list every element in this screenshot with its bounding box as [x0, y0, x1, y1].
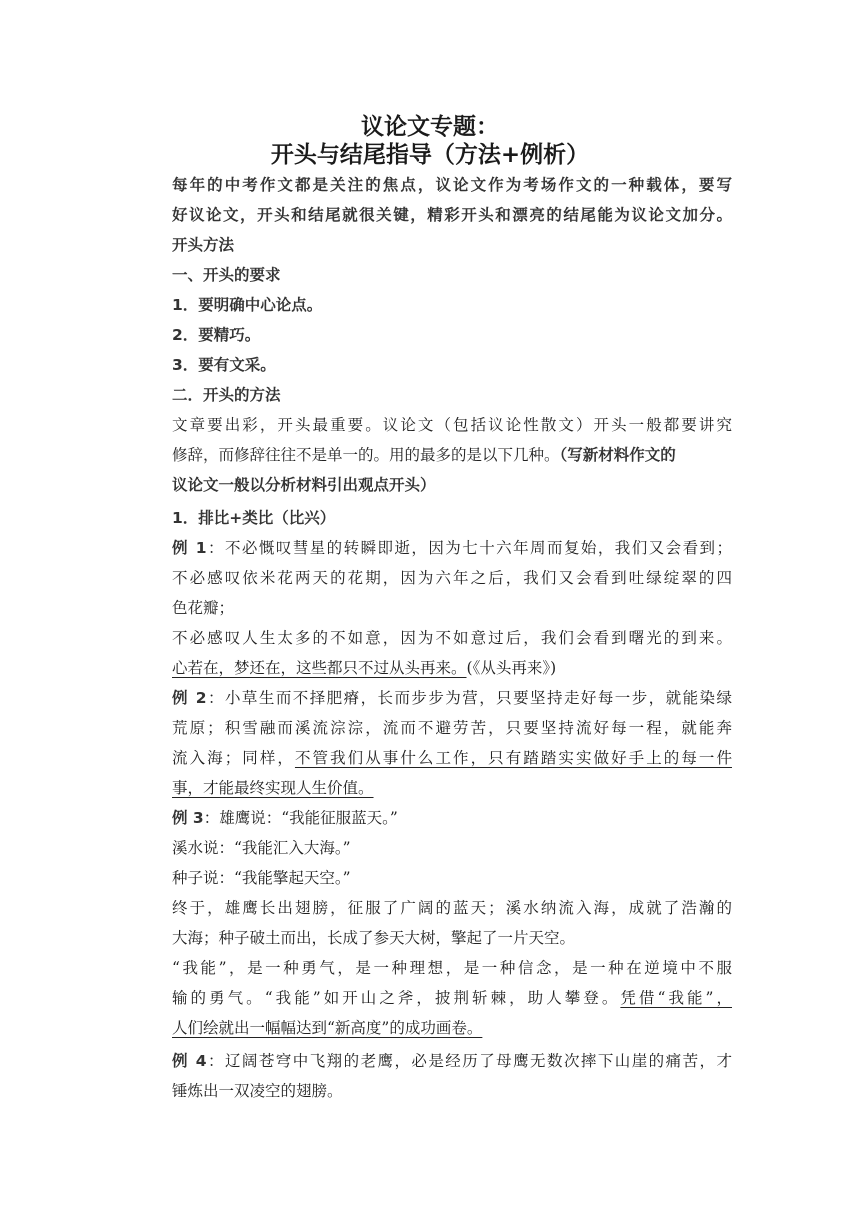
title-line-2: 开头与结尾指导（方法+例析） — [270, 142, 590, 168]
example-2-line-3 — [172, 748, 732, 768]
example-3-line-3: 种子说：“我能擎起天空。” — [172, 869, 351, 887]
example-1-line-4: 不必感叹人生太多的不如意，因为不如意过后，我们会看到曙光的到来。 — [172, 629, 732, 647]
section-heading-requirements: 一、开头的要求 — [172, 266, 281, 284]
example-2-label: 例 2 — [172, 689, 207, 707]
example-1-line-2: 不必感叹依米花两天的花期，因为六年之后，我们又会看到吐绿绽翠的四 — [172, 569, 732, 587]
paragraph-1-note: （写新材料作文的 — [559, 446, 676, 464]
requirement-2: 2．要精巧。 — [172, 326, 261, 344]
example-2-text-1: ：小草生而不择肥瘠，长而步步为营，只要坚持走好每一步，就能染绿 — [206, 689, 732, 707]
example-4-text-1: ：辽阔苍穹中飞翔的老鹰，必是经历了母鹰无数次摔下山崖的痛苦，才 — [206, 1052, 732, 1070]
example-3-line-7 — [172, 988, 732, 1008]
example-2-line-1 — [172, 688, 732, 708]
example-4-line-1 — [172, 1051, 732, 1071]
example-3-line-5: 大海；种子破土而出，长成了参天大树，擎起了一片天空。 — [172, 929, 576, 947]
example-2-underlined-2: 事，才能最终实现人生价值。 — [172, 779, 374, 797]
example-4-line-2: 锤炼出一双凌空的翅膀。 — [172, 1082, 343, 1100]
example-3-label: 例 3 — [172, 809, 204, 827]
paragraph-1-line-2 — [172, 445, 732, 465]
example-1-underlined: 心若在，梦还在，这些都只不过从头再来。 — [172, 659, 467, 677]
example-3-line-4: 终于，雄鹰长出翅膀，征服了广阔的蓝天；溪水纳流入海，成就了浩瀚的 — [172, 899, 732, 917]
example-3-text-1: ：雄鹰说：“我能征服蓝天。” — [203, 809, 398, 827]
example-3-line-2: 溪水说：“我能汇入大海。” — [172, 839, 351, 857]
example-3-underlined-2: 人们绘就出一幅幅达到“新高度”的成功画卷。 — [172, 1019, 483, 1037]
example-2-line-2: 荒原；积雪融而溪流淙淙，流而不避劳苦，只要坚持流好每一程，就能奔 — [172, 719, 732, 737]
example-3-underlined-1: 凭借“我能”， — [620, 989, 732, 1007]
example-1-line-3: 色花瓣； — [172, 599, 235, 617]
example-1-text-1: ：不必慨叹彗星的转瞬即逝，因为七十六年周而复始，我们又会看到； — [206, 539, 732, 557]
example-1-label: 例 1 — [172, 539, 207, 557]
example-1-line-1 — [172, 538, 732, 558]
example-2-line-4 — [172, 778, 732, 798]
example-3-line-8 — [172, 1018, 732, 1038]
paragraph-1-line-3: 议论文一般以分析材料引出观点开头） — [172, 476, 436, 494]
example-3-line-1 — [172, 808, 732, 828]
intro-line-1: 每年的中考作文都是关注的焦点，议论文作为考场作文的一种载体，要写 — [172, 176, 732, 194]
example-2-underlined-1: 不管我们从事什么工作，只有踏踏实实做好手上的每一件 — [294, 749, 732, 767]
example-3-line-6: “我能”，是一种勇气，是一种理想，是一种信念，是一种在逆境中不服 — [172, 959, 732, 977]
paragraph-1-line-2-text: 修辞，而修辞往往不是单一的。用的最多的是以下几种。 — [172, 446, 560, 464]
example-1-source: (《从头再来》) — [466, 659, 557, 677]
example-2-text-3: 流入海；同样， — [172, 749, 295, 767]
method-1-heading: 1．排比+类比（比兴） — [172, 509, 336, 527]
section-heading-method: 开头方法 — [172, 236, 235, 254]
section-heading-how: 二．开头的方法 — [172, 386, 281, 404]
requirement-1: 1．要明确中心论点。 — [172, 296, 323, 314]
paragraph-1-line-1: 文章要出彩，开头最重要。议论文（包括议论性散文）开头一般都要讲究 — [172, 416, 732, 434]
example-3-text-7: 输的勇气。“我能”如开山之斧，披荆斩棘，助人攀登。 — [172, 989, 621, 1007]
example-1-line-5 — [172, 658, 732, 678]
intro-line-2: 好议论文，开头和结尾就很关键，精彩开头和漂亮的结尾能为议论文加分。 — [172, 206, 732, 224]
example-4-label: 例 4 — [172, 1052, 207, 1070]
title-line-1: 议论文专题： — [361, 114, 499, 140]
requirement-3: 3．要有文采。 — [172, 356, 276, 374]
